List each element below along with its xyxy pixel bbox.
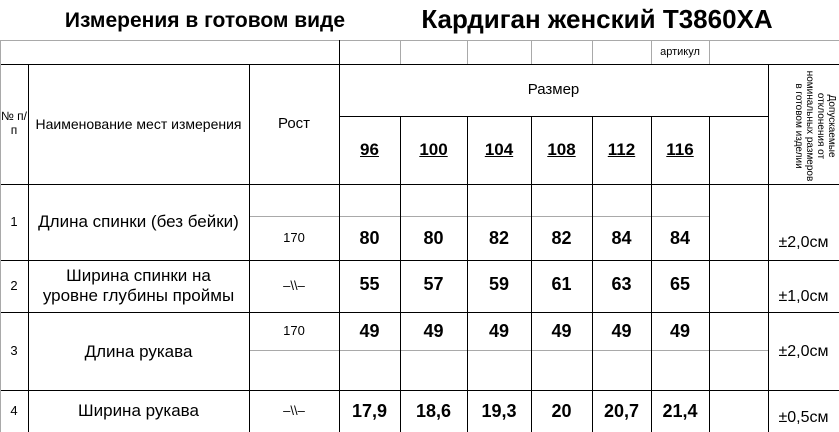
value-cell: 65 bbox=[669, 273, 691, 294]
value-cell: 61 bbox=[551, 273, 572, 294]
size-label: 100 bbox=[419, 140, 448, 160]
value-cell: 49 bbox=[611, 320, 632, 341]
grid-line bbox=[531, 40, 532, 64]
grid-line bbox=[400, 40, 401, 64]
article-label: артикул bbox=[660, 45, 700, 58]
value-cell: 55 bbox=[359, 273, 380, 294]
value-cell: 63 bbox=[611, 273, 632, 294]
row-number: 2 bbox=[10, 277, 18, 293]
row-number: 4 bbox=[10, 402, 18, 418]
value-cell: 84 bbox=[611, 227, 632, 248]
value-cell: 82 bbox=[488, 227, 510, 248]
tolerance-cell: ±1,0см bbox=[778, 287, 829, 305]
row-name: Длина рукава bbox=[84, 342, 193, 362]
value-cell: 17,9 bbox=[351, 400, 388, 421]
value-cell: 18,6 bbox=[415, 400, 452, 421]
col-header-height: Рост bbox=[277, 115, 311, 133]
size-label: 116 bbox=[666, 140, 694, 160]
col-header-num: № п/п bbox=[0, 109, 28, 137]
size-label: 104 bbox=[484, 140, 514, 160]
row-name: Длина спинки (без бейки) bbox=[38, 212, 239, 232]
col-header-tolerance: Допускаемые отклонения от номинальных размеров в готовом изделии bbox=[793, 70, 837, 182]
value-cell: 49 bbox=[423, 320, 444, 341]
row-height: –\\– bbox=[283, 277, 305, 293]
value-cell: 20 bbox=[551, 400, 572, 421]
tolerance-cell: ±2,0см bbox=[778, 233, 829, 251]
value-cell: 80 bbox=[423, 227, 444, 248]
size-label: 96 bbox=[360, 140, 379, 160]
size-label: 112 bbox=[607, 140, 636, 160]
row-name: Ширина спинки на уровне глубины проймы bbox=[42, 266, 235, 305]
grid-line bbox=[592, 40, 593, 64]
col-header-size: Размер bbox=[527, 81, 580, 99]
grid-line bbox=[249, 350, 768, 351]
col-header-name: Наименование мест измерения bbox=[35, 115, 242, 132]
value-cell: 49 bbox=[488, 320, 510, 341]
row-number: 1 bbox=[10, 213, 18, 229]
row-number: 3 bbox=[10, 342, 18, 358]
product-title: Кардиган женский Т3860ХА bbox=[421, 4, 773, 35]
grid-line bbox=[0, 40, 839, 41]
row-height: –\\– bbox=[283, 402, 305, 418]
value-cell: 59 bbox=[488, 273, 510, 294]
sheet-title: Измерения в готовом виде bbox=[64, 8, 346, 32]
value-cell: 84 bbox=[669, 227, 691, 248]
grid-line bbox=[709, 116, 710, 432]
value-cell: 49 bbox=[359, 320, 380, 341]
size-label: 108 bbox=[547, 140, 576, 160]
value-cell: 21,4 bbox=[662, 400, 698, 421]
tolerance-cell: ±2,0см bbox=[778, 342, 829, 360]
grid-line bbox=[467, 40, 468, 64]
row-height: 170 bbox=[283, 322, 305, 338]
value-cell: 20,7 bbox=[603, 400, 640, 421]
value-cell: 49 bbox=[551, 320, 572, 341]
value-cell: 19,3 bbox=[481, 400, 517, 421]
value-cell: 49 bbox=[669, 320, 691, 341]
row-height: 170 bbox=[283, 229, 305, 245]
value-cell: 82 bbox=[551, 227, 572, 248]
grid-line bbox=[709, 40, 710, 64]
row-name: Ширина рукава bbox=[78, 401, 199, 421]
value-cell: 80 bbox=[359, 227, 380, 248]
value-cell: 57 bbox=[423, 273, 444, 294]
tolerance-cell: ±0,5см bbox=[778, 408, 829, 426]
